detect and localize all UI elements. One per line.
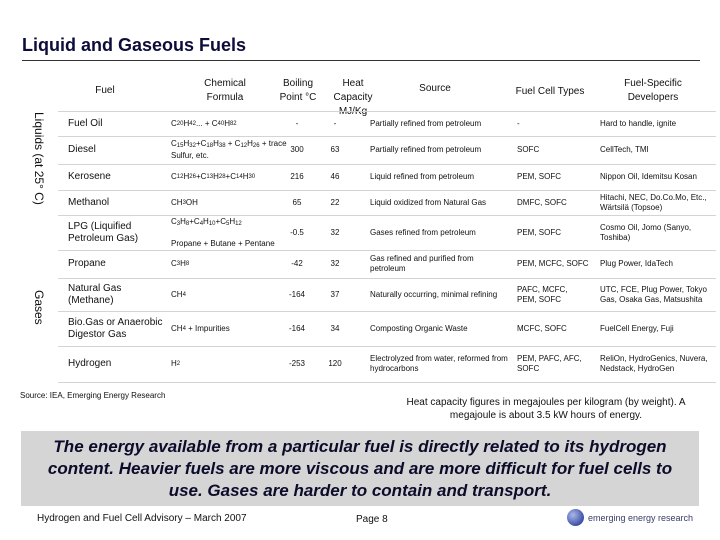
cell-boiling: -164 (288, 323, 305, 333)
header-source: Source (419, 83, 451, 94)
cell-boiling: 300 (290, 145, 304, 154)
cell-boiling: -164 (288, 289, 305, 299)
group-label-gases: Gases (32, 290, 46, 325)
cell-developers: Hard to handle, ignite (600, 118, 677, 128)
row-divider (58, 382, 716, 383)
cell-types: PAFC, MCFC, PEM, SOFC (517, 284, 568, 304)
cell-fuel: Natural Gas (Methane) (68, 282, 122, 306)
cell-types: PEM, SOFC (517, 227, 562, 237)
cell-heat: 63 (330, 145, 340, 154)
source-note: Source: IEA, Emerging Energy Research (20, 391, 166, 400)
cell-source: Liquid oxidized from Natural Gas (370, 197, 487, 207)
cell-source: Partially refined from petroleum (370, 118, 482, 128)
cell-developers: ReliOn, HydroGenics, Nuvera, Nedstack, HydroGen (600, 354, 708, 373)
cell-developers: UTC, FCE, Plug Power, Tokyo Gas, Osaka Gas, Matsushita (600, 284, 707, 304)
cell-source: Partially refined from petroleum (370, 145, 482, 154)
cell-boiling: - (295, 118, 299, 128)
cell-source: Liquid refined from petroleum (370, 172, 475, 181)
cell-boiling: -42 (291, 259, 303, 268)
cell-fuel: Methanol (68, 196, 110, 208)
cell-heat: 22 (330, 197, 340, 207)
header-boiling: Boiling Point °C (279, 78, 317, 103)
cell-formula: H 2 (171, 359, 181, 368)
cell-heat: 37 (330, 289, 340, 299)
logo-text: emerging energy research (588, 512, 694, 523)
cell-source: Gas refined and purified from petroleum (370, 254, 474, 273)
cell-fuel: Diesel (68, 144, 96, 155)
cell-formula: C 3 H 8 (171, 259, 190, 268)
cell-types: PEM, SOFC (517, 172, 562, 181)
cell-types: SOFC (517, 145, 540, 154)
cell-types: MCFC, SOFC (517, 323, 567, 333)
cell-developers: Cosmo Oil, Jomo (Sanyo, Toshiba) (600, 222, 692, 242)
cell-types: PEM, PAFC, AFC, SOFC (517, 354, 582, 373)
header-heat: Heat Capacity (333, 78, 373, 103)
cell-boiling: -0.5 (290, 227, 304, 237)
cell-heat: 32 (330, 259, 340, 268)
cell-boiling: 216 (290, 172, 304, 181)
cell-source: Gases refined from petroleum (370, 227, 476, 237)
title-divider (22, 60, 700, 61)
fuel-table (58, 111, 716, 383)
cell-source: Naturally occurring, minimal refining (370, 289, 498, 299)
summary-banner (21, 431, 699, 506)
page-title: Liquid and Gaseous Fuels (22, 35, 247, 55)
header-types: Fuel Cell Types (515, 86, 585, 97)
cell-formula: CH 3 OH (171, 197, 198, 207)
cell-types: DMFC, SOFC (517, 197, 567, 207)
cell-heat: 46 (330, 172, 340, 181)
cell-formula: CH 4 (171, 289, 186, 299)
cell-types: - (517, 118, 520, 128)
header-formula: Chemical Formula (204, 78, 246, 103)
cell-developers: Nippon Oil, Idemitsu Kosan (600, 172, 697, 181)
header-fuel: Fuel (95, 85, 115, 96)
summary-text: The energy available from a particular fuel is directly related to its hydrogen content. Heavier fuels are more viscous and are more difficult for fuel cells to use. Gases are harder to contain and transport. (47, 436, 673, 500)
cell-formula: $C_{15}H_{32}+C_{18}H_{38} + C_{12}H_{26}$ + trace Sulfur, etc. (171, 139, 287, 160)
cell-boiling: 65 (292, 197, 302, 207)
cell-fuel: LPG (Liquified Petroleum Gas) (68, 220, 139, 244)
cell-developers: CellTech, TMI (600, 145, 649, 154)
cell-developers: Hitachi, NEC, Do.Co.Mo, Etc., Wärtsilä (Topsoe) (600, 192, 707, 212)
cell-developers: Plug Power, IdaTech (600, 259, 673, 268)
cell-formula: C 20 H 42 ... + C 40 H 82 (171, 118, 237, 128)
cell-heat: 120 (328, 359, 342, 368)
company-logo (567, 509, 693, 526)
cell-types: PEM, MCFC, SOFC (517, 259, 589, 268)
heat-capacity-note: Heat capacity figures in megajoules per kilogram (by weight). A megajoule is about 3.5 kW hours of energy. (406, 397, 686, 421)
cell-boiling: -253 (288, 359, 305, 368)
cell-fuel: Fuel Oil (68, 117, 103, 129)
cell-source: Composting Organic Waste (370, 323, 468, 333)
footer-advisory: Hydrogen and Fuel Cell Advisory – March 2007 (37, 513, 247, 524)
cell-source: Electrolyzed from water, reformed from hydrocarbons (370, 354, 508, 373)
cell-formula: $C_3H_8+C_4H_{10}+C_5H_{12}$ Propane + Butane + Pentane (171, 216, 275, 248)
cell-heat: - (333, 118, 337, 128)
cell-formula: CH 4 + Impurities (171, 323, 230, 333)
header-developers: Fuel-Specific Developers (624, 78, 682, 103)
page-number: Page 8 (356, 514, 388, 525)
logo-globe-icon (567, 509, 584, 526)
cell-fuel: Bio.Gas or Anaerobic Digestor Gas (68, 316, 163, 340)
cell-heat: 34 (330, 323, 340, 333)
cell-fuel: Propane (68, 258, 106, 269)
cell-fuel: Kerosene (68, 171, 111, 182)
group-label-liquids: Liquids (at 25° C) (32, 112, 46, 205)
cell-heat: 32 (330, 227, 340, 237)
cell-formula: C 12 H 26 +C 13 H 28 +C 14 H 30 (171, 172, 256, 181)
cell-developers: FuelCell Energy, Fuji (600, 323, 674, 333)
cell-fuel: Hydrogen (68, 358, 112, 369)
